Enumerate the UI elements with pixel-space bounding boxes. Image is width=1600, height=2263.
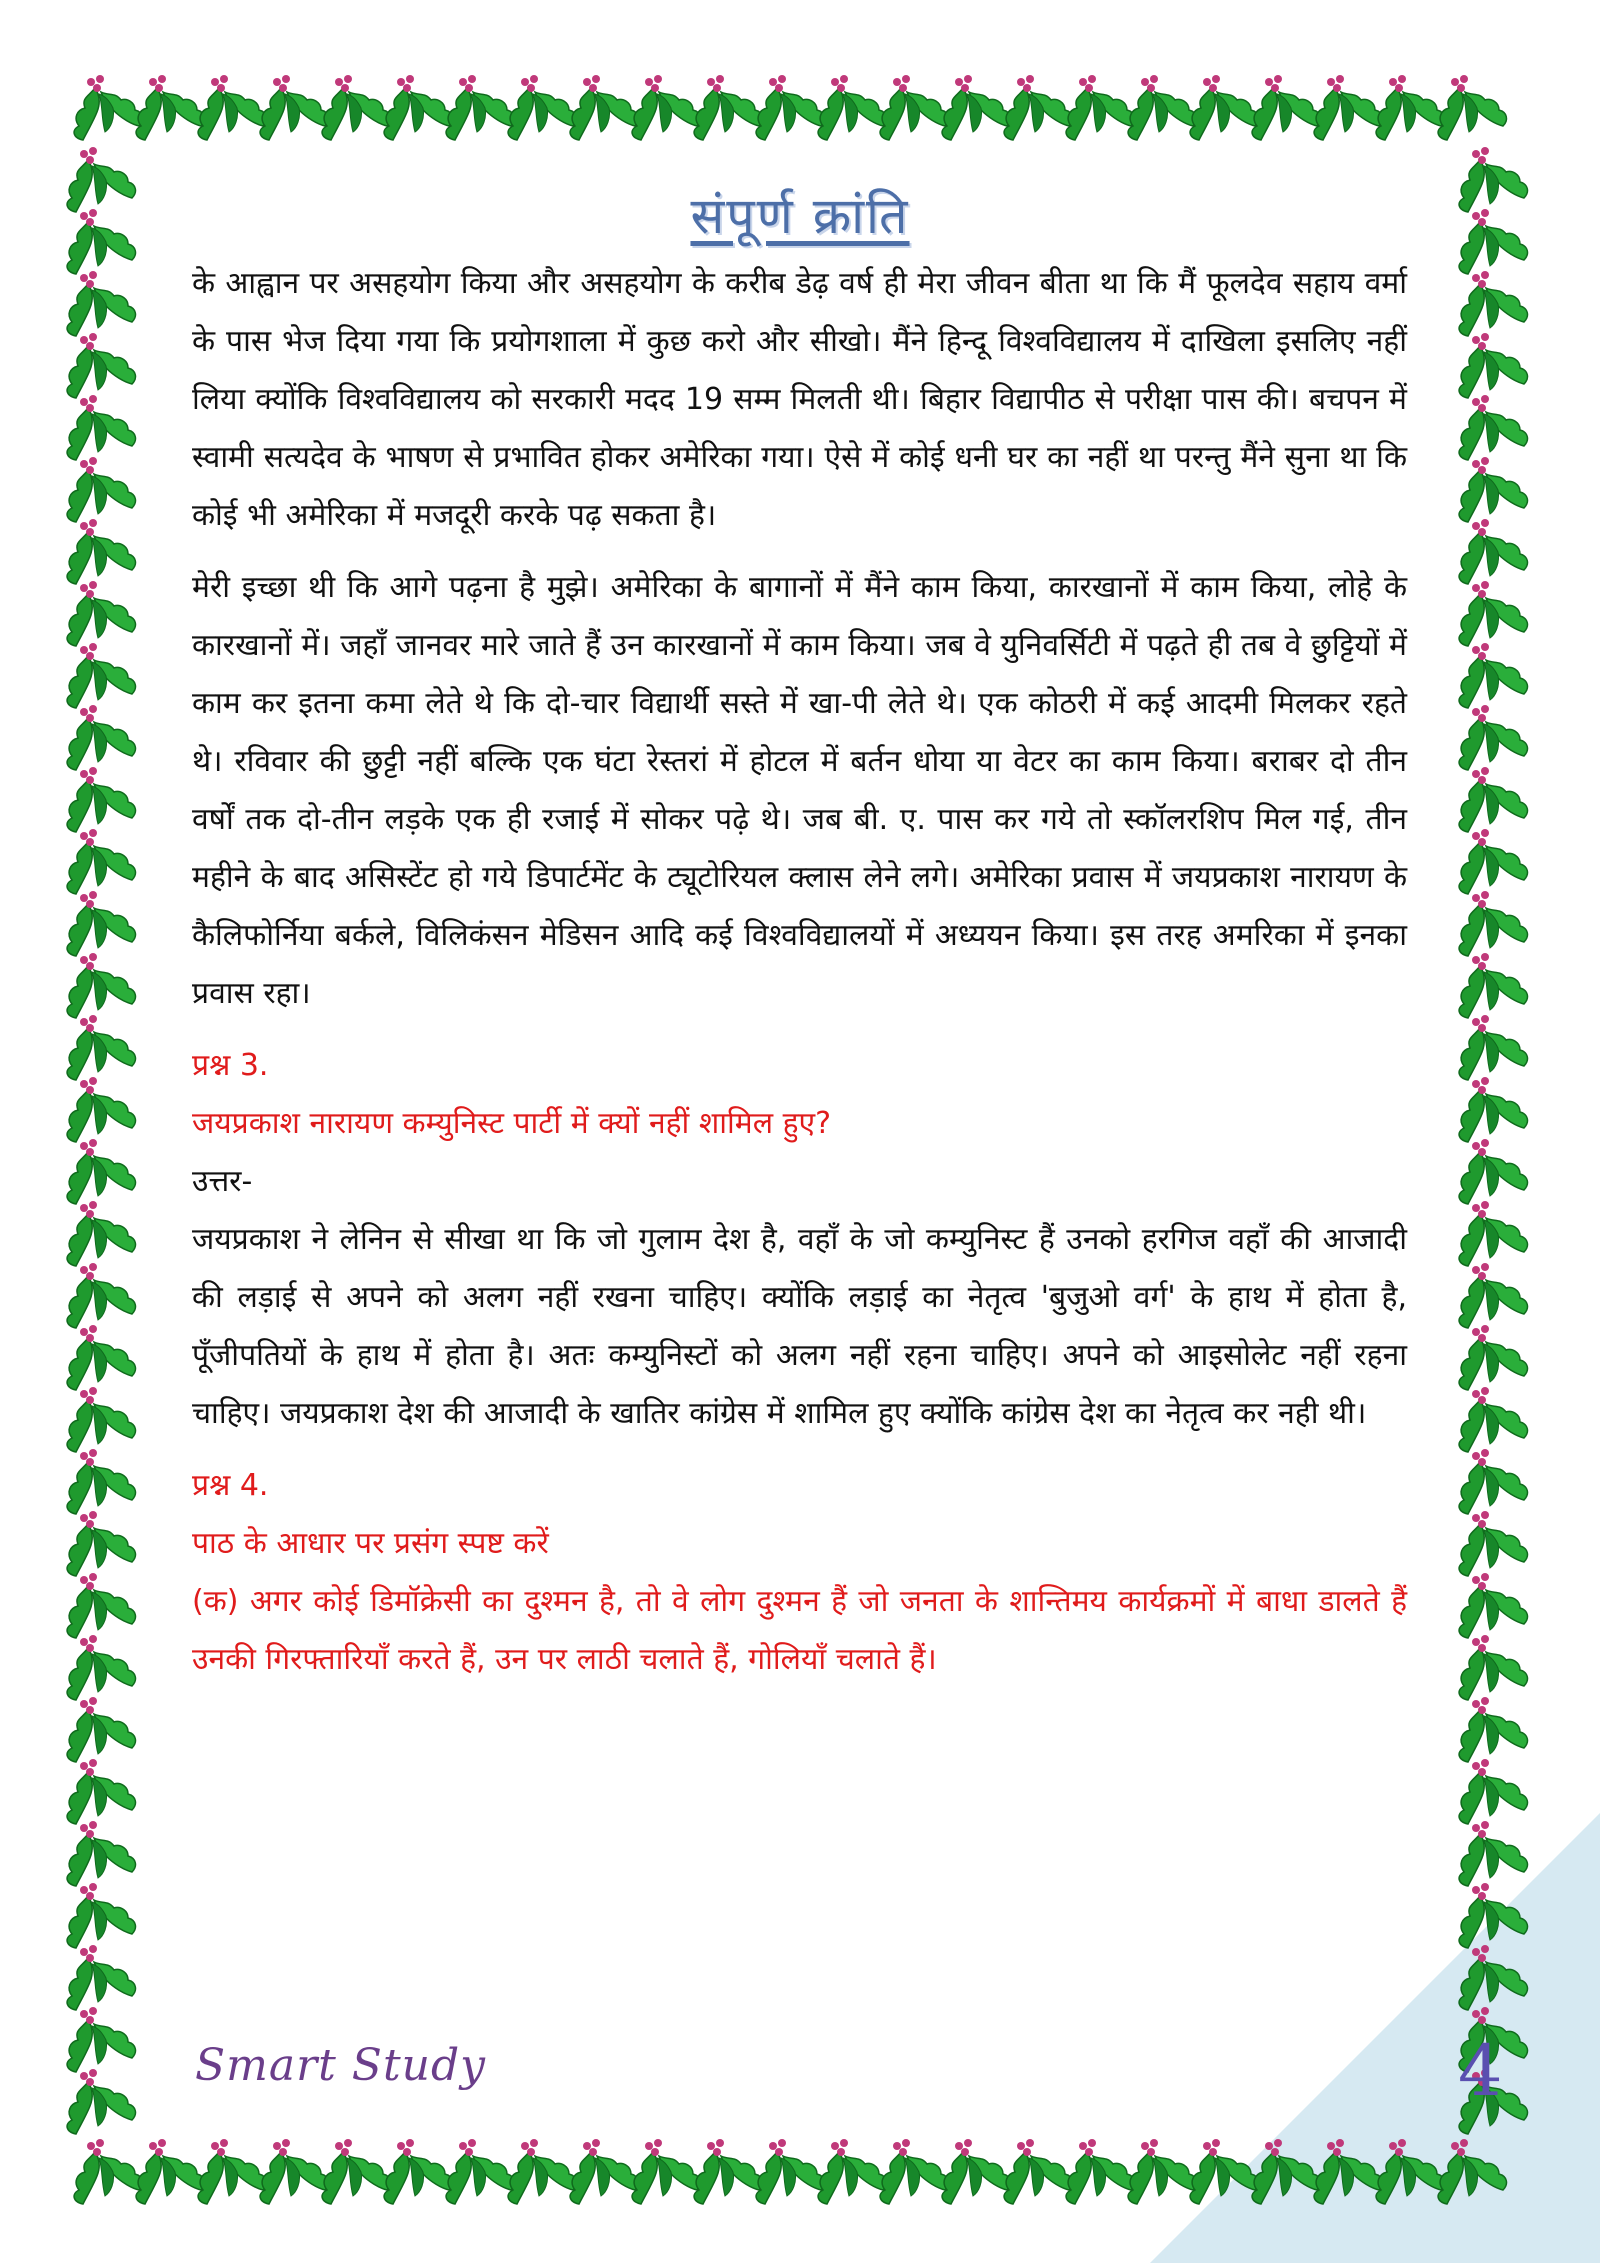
holly-sprig-icon — [1459, 767, 1527, 832]
holly-sprig-icon — [67, 395, 135, 460]
holly-sprig-icon — [67, 1201, 135, 1266]
holly-sprig-icon — [1190, 2139, 1258, 2204]
holly-sprig-icon — [67, 581, 135, 646]
holly-sprig-icon — [694, 75, 762, 140]
holly-sprig-icon — [67, 1759, 135, 1824]
question-4-text: पाठ के आधार पर प्रसंग स्पष्ट करें — [192, 1526, 549, 1561]
holly-sprig-icon — [322, 2139, 390, 2204]
holly-sprig-icon — [1459, 1015, 1527, 1080]
holly-sprig-icon — [1376, 75, 1444, 140]
holly-sprig-icon — [942, 75, 1010, 140]
holly-sprig-icon — [1252, 2139, 1320, 2204]
holly-sprig-icon — [1376, 2139, 1444, 2204]
holly-sprig-icon — [818, 2139, 886, 2204]
holly-sprig-icon — [880, 75, 948, 140]
holly-sprig-icon — [260, 75, 328, 140]
holly-sprig-icon — [1459, 953, 1527, 1018]
holly-sprig-icon — [67, 2069, 135, 2134]
page-number: 4 — [1458, 2030, 1503, 2112]
holly-sprig-icon — [1459, 1759, 1527, 1824]
holly-sprig-icon — [570, 2139, 638, 2204]
holly-sprig-icon — [384, 75, 452, 140]
holly-sprig-icon — [446, 2139, 514, 2204]
holly-sprig-icon — [198, 75, 266, 140]
holly-sprig-icon — [1459, 1821, 1527, 1886]
holly-sprig-icon — [694, 2139, 762, 2204]
holly-sprig-icon — [1459, 333, 1527, 398]
holly-sprig-icon — [74, 2139, 142, 2204]
holly-sprig-icon — [632, 2139, 700, 2204]
holly-sprig-icon — [1459, 1697, 1527, 1762]
holly-sprig-icon — [67, 1325, 135, 1390]
holly-sprig-icon — [67, 1697, 135, 1762]
holly-sprig-icon — [446, 75, 514, 140]
holly-sprig-icon — [67, 705, 135, 770]
question-3-number: प्रश्न 3. — [192, 1048, 269, 1083]
holly-sprig-icon — [1438, 75, 1506, 140]
holly-sprig-icon — [260, 2139, 328, 2204]
holly-sprig-icon — [1066, 2139, 1134, 2204]
question-4-part-a: (क) अगर कोई डिमॉक्रेसी का दुश्मन है, तो वे लोग दुश्मन हैं जो जनता के शान्तिमय कार्यक्रमों में बाधा डालते हैं उनकी गिरफ्तारियाँ करते हैं, उन पर लाठी चलाते हैं, गोलियाँ चलाते हैं। — [192, 1584, 1407, 1677]
holly-sprig-icon — [632, 75, 700, 140]
holly-sprig-icon — [1128, 2139, 1196, 2204]
holly-sprig-icon — [1438, 2139, 1506, 2204]
holly-sprig-icon — [1004, 75, 1072, 140]
holly-sprig-icon — [67, 1449, 135, 1514]
brand-logo-text: Smart Study — [195, 2040, 486, 2091]
holly-sprig-icon — [67, 1139, 135, 1204]
holly-sprig-icon — [1459, 1573, 1527, 1638]
holly-sprig-icon — [1459, 1325, 1527, 1390]
holly-sprig-icon — [1252, 75, 1320, 140]
holly-sprig-icon — [1459, 271, 1527, 336]
holly-sprig-icon — [1314, 75, 1382, 140]
holly-sprig-icon — [67, 829, 135, 894]
holly-sprig-icon — [67, 1263, 135, 1328]
holly-sprig-icon — [756, 75, 824, 140]
holly-sprig-icon — [1004, 2139, 1072, 2204]
holly-sprig-icon — [322, 75, 390, 140]
holly-sprig-icon — [1459, 643, 1527, 708]
holly-sprig-icon — [1459, 829, 1527, 894]
holly-sprig-icon — [67, 1821, 135, 1886]
holly-sprig-icon — [136, 75, 204, 140]
holly-sprig-icon — [67, 1387, 135, 1452]
answer-3-label: उत्तर- — [192, 1164, 253, 1199]
holly-sprig-icon — [1459, 1511, 1527, 1576]
holly-sprig-icon — [1459, 1263, 1527, 1328]
holly-sprig-icon — [67, 1573, 135, 1638]
holly-sprig-icon — [1066, 75, 1134, 140]
holly-sprig-icon — [67, 2007, 135, 2072]
holly-sprig-icon — [1459, 1077, 1527, 1142]
holly-sprig-icon — [1459, 1201, 1527, 1266]
holly-sprig-icon — [67, 767, 135, 832]
holly-sprig-icon — [67, 333, 135, 398]
holly-sprig-icon — [880, 2139, 948, 2204]
holly-sprig-icon — [67, 643, 135, 708]
holly-sprig-icon — [756, 2139, 824, 2204]
holly-sprig-icon — [508, 2139, 576, 2204]
holly-sprig-icon — [942, 2139, 1010, 2204]
holly-sprig-icon — [1459, 1387, 1527, 1452]
holly-sprig-icon — [67, 1945, 135, 2010]
holly-sprig-icon — [67, 891, 135, 956]
paragraph-1: के आह्वान पर असहयोग किया और असहयोग के करीब डेढ़ वर्ष ही मेरा जीवन बीता था कि मैं फूलदेव सहाय वर्मा के पास भेज दिया गया कि प्रयोगशाला में कुछ करो और सीखो। मैंने हिन्दू विश्वविद्यालय में दाखिला इसलिए नहीं लिया क्योंकि विश्वविद्यालय को सरकारी मदद 19 सम्म मिलती थी। बिहार विद्यापीठ से परीक्षा पास की। बचपन में स्वामी सत्यदेव के भाषण से प्रभावित होकर अमेरिका गया। ऐसे में कोई धनी घर का नहीं था परन्तु मैंने सुना था कि कोई भी अमेरिका में मजदूरी करके पढ़ सकता है। — [192, 266, 1407, 533]
holly-sprig-icon — [1459, 1449, 1527, 1514]
holly-sprig-icon — [198, 2139, 266, 2204]
holly-sprig-icon — [67, 953, 135, 1018]
page-title: संपूर्ण क्रांति — [690, 187, 910, 245]
holly-sprig-icon — [74, 75, 142, 140]
holly-sprig-icon — [67, 271, 135, 336]
holly-sprig-icon — [67, 457, 135, 522]
holly-sprig-icon — [1459, 457, 1527, 522]
holly-sprig-icon — [1314, 2139, 1382, 2204]
holly-sprig-icon — [136, 2139, 204, 2204]
holly-sprig-icon — [1459, 891, 1527, 956]
holly-sprig-icon — [67, 519, 135, 584]
holly-sprig-icon — [1459, 705, 1527, 770]
holly-sprig-icon — [508, 75, 576, 140]
holly-sprig-icon — [1459, 1945, 1527, 2010]
question-4-number: प्रश्न 4. — [192, 1468, 269, 1503]
holly-sprig-icon — [1190, 75, 1258, 140]
holly-sprig-icon — [384, 2139, 452, 2204]
question-3-text: जयप्रकाश नारायण कम्युनिस्ट पार्टी में क्यों नहीं शामिल हुए? — [192, 1106, 832, 1141]
holly-sprig-icon — [67, 1511, 135, 1576]
holly-sprig-icon — [67, 1883, 135, 1948]
holly-sprig-icon — [1128, 75, 1196, 140]
holly-sprig-icon — [1459, 395, 1527, 460]
holly-sprig-icon — [570, 75, 638, 140]
answer-3-text: जयप्रकाश ने लेनिन से सीखा था कि जो गुलाम देश है, वहाँ के जो कम्युनिस्ट हैं उनको हरगिज वहाँ की आजादी की लड़ाई से अपने को अलग नहीं रखना चाहिए। क्योंकि लड़ाई का नेतृत्व 'बुजुओ वर्ग' के हाथ में होता है, पूँजीपतियों के हाथ में होता है। अतः कम्युनिस्टों को अलग नहीं रहना चाहिए। अपने को आइसोलेट नहीं रहना चाहिए। जयप्रकाश देश की आजादी के खातिर कांग्रेस में शामिल हुए क्योंकि कांग्रेस देश का नेतृत्व कर नही थी। — [192, 1222, 1407, 1431]
document-body — [192, 255, 1407, 1689]
paragraph-2: मेरी इच्छा थी कि आगे पढ़ना है मुझे। अमेरिका के बागानों में मैंने काम किया, कारखानों में काम किया, लोहे के कारखानों में। जहाँ जानवर मारे जाते हैं उन कारखानों में काम किया। जब वे युनिवर्सिटी में पढ़ते ही तब वे छुट्टियों में काम कर इतना कमा लेते थे कि दो-चार विद्यार्थी सस्ते में खा-पी लेते थे। एक कोठरी में कई आदमी मिलकर रहते थे। रविवार की छुट्टी नहीं बल्कि एक घंटा रेस्तरां में होटल में बर्तन धोया या वेटर का काम किया। बराबर दो तीन वर्षों तक दो-तीन लड़के एक ही रजाई में सोकर पढ़े थे। जब बी. ए. पास कर गये तो स्कॉलरशिप मिल गई, तीन महीने के बाद असिस्टेंट हो गये डिपार्टमेंट के ट्यूटोरियल क्लास लेने लगे। अमेरिका प्रवास में जयप्रकाश नारायण के कैलिफोर्निया बर्कले, विलिकंसन मेडिसन आदि कई विश्वविद्यालयों में अध्ययन किया। इस तरह अमरिका में इनका प्रवास रहा। — [192, 570, 1407, 1011]
holly-sprig-icon — [1459, 581, 1527, 646]
holly-sprig-icon — [1459, 519, 1527, 584]
holly-sprig-icon — [818, 75, 886, 140]
holly-sprig-icon — [67, 1077, 135, 1142]
holly-sprig-icon — [67, 1015, 135, 1080]
holly-sprig-icon — [1459, 1883, 1527, 1948]
holly-sprig-icon — [1459, 1139, 1527, 1204]
holly-sprig-icon — [67, 1635, 135, 1700]
holly-sprig-icon — [1459, 1635, 1527, 1700]
